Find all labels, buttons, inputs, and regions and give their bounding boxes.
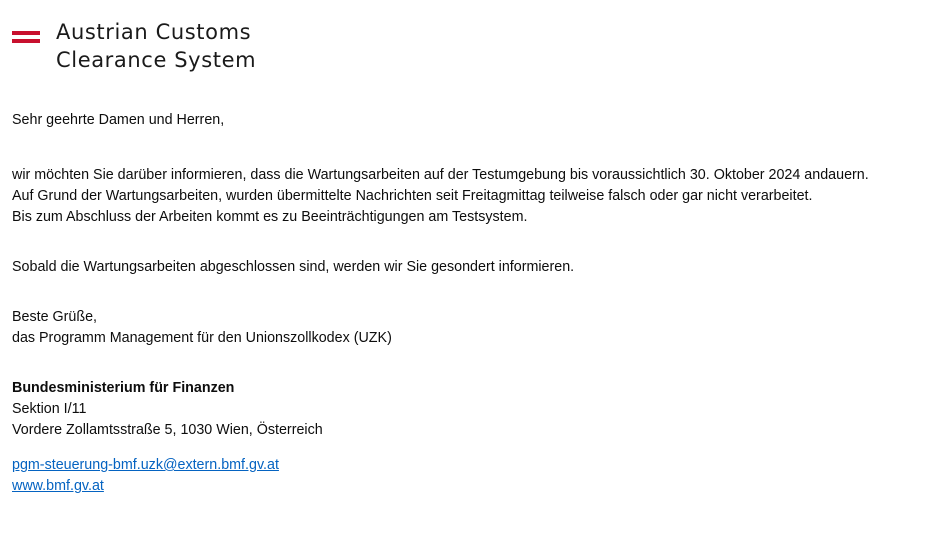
paragraph-followup: Sobald die Wartungsarbeiten abgeschlossen sind, werden wir Sie gesondert informieren. xyxy=(12,259,575,275)
paragraph-maintenance-line-3: Bis zum Abschluss der Arbeiten kommt es zu Beeinträchtigungen am Testsystem. xyxy=(12,209,528,225)
email-link[interactable]: pgm-steuerung-bmf.uzk@extern.bmf.gv.at xyxy=(12,457,279,473)
signature-block xyxy=(12,378,932,441)
letter-body xyxy=(12,110,932,497)
brand-title xyxy=(56,18,256,74)
closing-line-2: das Programm Management für den Unionszollkodex (UZK) xyxy=(12,330,392,346)
contact-links xyxy=(12,455,932,497)
paragraph-maintenance-line-1: wir möchten Sie darüber informieren, dass die Wartungsarbeiten auf der Testumgebung bis voraussichtlich 30. Oktober 2024 andauern. xyxy=(12,167,869,183)
brand-title-line-2: Clearance System xyxy=(56,48,257,72)
website-link[interactable]: www.bmf.gv.at xyxy=(12,478,104,494)
austrian-flag-icon xyxy=(12,26,40,48)
signature-department: Sektion I/11 xyxy=(12,401,87,417)
salutation: Sehr geehrte Damen und Herren, xyxy=(12,112,225,128)
closing-line-1: Beste Grüße, xyxy=(12,309,98,325)
paragraph-maintenance-line-2: Auf Grund der Wartungsarbeiten, wurden übermittelte Nachrichten seit Freitagmittag teilweise falsch oder gar nicht verarbeitet. xyxy=(12,188,813,204)
paragraph-maintenance xyxy=(12,165,932,228)
signature-organisation: Bundesministerium für Finanzen xyxy=(12,380,235,396)
brand-header xyxy=(12,18,256,74)
signature-address: Vordere Zollamtsstraße 5, 1030 Wien, Österreich xyxy=(12,422,323,438)
brand-title-line-1: Austrian Customs xyxy=(56,20,252,44)
closing xyxy=(12,307,932,349)
